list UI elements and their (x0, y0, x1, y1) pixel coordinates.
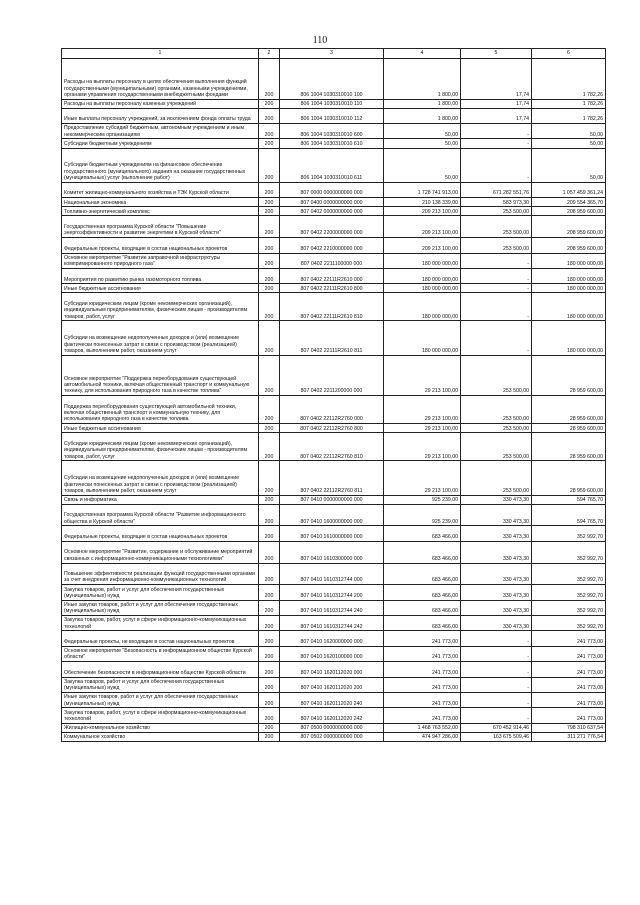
row-value-executed: 330 473,30 (461, 585, 532, 600)
row-name: Расходы на выплаты персоналу казенных учреждений (62, 99, 259, 108)
row-value-executed: - (461, 631, 532, 646)
row-value-executed: 330 473,30 (461, 526, 532, 541)
row-code: 807 0402 22111R2610 000 (280, 268, 384, 283)
table-row (62, 662, 606, 677)
row-col2: 200 (259, 396, 280, 424)
row-name: Предоставление субсидий бюджетным, автономным учреждениям и иным некоммерческим организациям (62, 124, 259, 139)
row-name: Обеспечение безопасности в информационном обществе Курской области (62, 662, 259, 677)
row-value-executed: 253 500,00 (461, 433, 532, 461)
row-value-executed: 330 473,30 (461, 600, 532, 615)
table-row (62, 108, 606, 123)
table-row (62, 355, 606, 396)
row-col2: 200 (259, 268, 280, 283)
row-name: Расходы на выплаты персоналу в целях обеспечения выполнения функций государственными (муниципальными) органами, казенными учреждениями, органами управления государственными внебюджетными фондами (62, 59, 259, 100)
table-row (62, 677, 606, 692)
table-row (62, 396, 606, 424)
row-value-executed: - (461, 708, 532, 723)
row-value-executed: 17,74 (461, 99, 532, 108)
row-value-remaining: 241 773,00 (532, 631, 606, 646)
table-row (62, 692, 606, 707)
row-name: Связь и информатика (62, 495, 259, 504)
row-code: 807 0410 1610300000 000 (280, 541, 384, 563)
row-value-remaining: 594 765,70 (532, 504, 606, 526)
row-value-remaining: 208 959 600,00 (532, 216, 606, 238)
table-row (62, 504, 606, 526)
row-value-plan: 29 213 100,00 (384, 396, 461, 424)
row-value-executed: - (461, 124, 532, 139)
row-col2: 200 (259, 723, 280, 732)
row-value-executed: 330 473,30 (461, 563, 532, 585)
row-code: 807 0402 2211100000 000 (280, 253, 384, 268)
row-value-plan: 1 728 741 913,00 (384, 182, 461, 197)
row-value-remaining: 594 765,70 (532, 495, 606, 504)
row-name: Комитет жилищно-коммунального хозяйства и ТЭК Курской области (62, 182, 259, 197)
row-code: 807 0410 1610312744 240 (280, 600, 384, 615)
row-value-plan: 241 773,00 (384, 708, 461, 723)
row-value-plan: 209 213 100,00 (384, 207, 461, 216)
table-row (62, 646, 606, 661)
row-value-plan: 29 213 100,00 (384, 461, 461, 495)
table-row (62, 148, 606, 182)
row-col2: 200 (259, 182, 280, 197)
row-value-executed: - (461, 284, 532, 293)
row-value-executed: 330 473,30 (461, 495, 532, 504)
row-value-plan: 241 773,00 (384, 677, 461, 692)
row-value-remaining: 311 271 776,54 (532, 732, 606, 741)
row-value-executed: 253 500,00 (461, 207, 532, 216)
row-col2: 200 (259, 495, 280, 504)
table-row (62, 631, 606, 646)
row-name: Закупка товаров, работ, услуг в сфере информационно-коммуникационных технологий (62, 616, 259, 631)
row-value-plan: 683 466,00 (384, 541, 461, 563)
row-value-remaining: 352 992,70 (532, 563, 606, 585)
row-value-plan: 209 213 100,00 (384, 238, 461, 253)
row-value-plan: 683 466,00 (384, 600, 461, 615)
row-value-plan: 29 213 100,00 (384, 355, 461, 396)
row-value-executed: - (461, 321, 532, 355)
row-name: Субсидии юридическим лицам (кроме некоммерческих организаций), индивидуальным предпринимателям, физическим лицам - производителям товаров, работ, услуг (62, 433, 259, 461)
row-code: 807 0410 1620100000 000 (280, 646, 384, 661)
table-row (62, 563, 606, 585)
row-code: 806 1004 1030310010 600 (280, 124, 384, 139)
row-col2: 200 (259, 148, 280, 182)
row-name: Жилищно-коммунальное хозяйство (62, 723, 259, 732)
row-value-plan: 683 466,00 (384, 585, 461, 600)
row-code: 807 0000 0000000000 000 (280, 182, 384, 197)
row-col2: 200 (259, 293, 280, 321)
row-value-plan: 925 239,00 (384, 495, 461, 504)
row-value-executed: - (461, 293, 532, 321)
column-header: 5 (461, 49, 532, 59)
row-code: 807 0410 1610312744 200 (280, 585, 384, 600)
row-name: Основное мероприятие "Поддержка переоборудования существующей автомобильной техники, включая общественный транспорт и коммунальную технику, для использования природного газа в качестве топлива" (62, 355, 259, 396)
row-col2: 200 (259, 692, 280, 707)
row-code: 807 0402 2200000000 000 (280, 216, 384, 238)
table-row (62, 207, 606, 216)
row-code: 807 0402 22111R2610 811 (280, 321, 384, 355)
row-value-plan: 241 773,00 (384, 646, 461, 661)
table-row (62, 216, 606, 238)
row-name: Иные бюджетные ассигнования (62, 424, 259, 433)
row-value-executed: 330 473,30 (461, 616, 532, 631)
row-name: Государственная программа Курской области "Развитие информационного общества в Курской области" (62, 504, 259, 526)
row-value-remaining: 241 773,00 (532, 662, 606, 677)
row-value-plan: 683 466,00 (384, 526, 461, 541)
table-row (62, 495, 606, 504)
row-value-plan: 1 800,00 (384, 108, 461, 123)
row-value-remaining: 1 782,26 (532, 59, 606, 100)
row-col2: 200 (259, 238, 280, 253)
row-value-executed: 671 282 551,76 (461, 182, 532, 197)
row-name: Национальная экономика (62, 198, 259, 207)
row-code: 807 0410 1620112020 242 (280, 708, 384, 723)
row-col2: 200 (259, 207, 280, 216)
table-header-row (62, 49, 606, 59)
row-value-remaining: 241 773,00 (532, 708, 606, 723)
table-row (62, 723, 606, 732)
row-col2: 200 (259, 355, 280, 396)
row-col2: 200 (259, 631, 280, 646)
row-value-executed: 17,74 (461, 59, 532, 100)
row-code: 807 0410 1620000000 000 (280, 631, 384, 646)
row-value-executed: - (461, 646, 532, 661)
table-row (62, 253, 606, 268)
row-name: Основное мероприятие "Развитие, содержание и обслуживание мероприятий связанных с информационно-коммуникационными технологиями" (62, 541, 259, 563)
row-value-plan: 474 947 286,00 (384, 732, 461, 741)
row-value-plan: 180 000 000,00 (384, 321, 461, 355)
row-col2: 200 (259, 461, 280, 495)
row-col2: 200 (259, 108, 280, 123)
row-value-remaining: 28 959 600,00 (532, 355, 606, 396)
table-row (62, 139, 606, 148)
row-value-remaining: 28 959 600,00 (532, 461, 606, 495)
row-name: Коммунальное хозяйство (62, 732, 259, 741)
row-name: Иные закупки товаров, работ и услуг для обеспечения государственных (муниципальных) нужд (62, 600, 259, 615)
row-value-remaining: 241 773,00 (532, 677, 606, 692)
row-value-remaining: 208 959 600,00 (532, 238, 606, 253)
row-value-plan: 29 213 100,00 (384, 433, 461, 461)
row-code: 806 1004 1030310010 110 (280, 99, 384, 108)
row-value-remaining: 208 959 600,00 (532, 207, 606, 216)
row-col2: 200 (259, 284, 280, 293)
row-value-remaining: 1 057 459 361,24 (532, 182, 606, 197)
row-col2: 200 (259, 563, 280, 585)
row-value-remaining: 352 992,70 (532, 585, 606, 600)
row-value-plan: 1 800,00 (384, 99, 461, 108)
row-col2: 200 (259, 585, 280, 600)
row-code: 807 0410 1610312744 000 (280, 563, 384, 585)
row-code: 806 1004 1030310010 610 (280, 139, 384, 148)
row-value-executed: - (461, 148, 532, 182)
table-row (62, 238, 606, 253)
row-value-remaining: 241 773,00 (532, 692, 606, 707)
row-col2: 200 (259, 732, 280, 741)
row-value-executed: 253 500,00 (461, 396, 532, 424)
row-value-plan: 241 773,00 (384, 662, 461, 677)
table-row (62, 284, 606, 293)
row-value-executed: 330 473,30 (461, 541, 532, 563)
column-header: 2 (259, 49, 280, 59)
row-col2: 200 (259, 526, 280, 541)
row-code: 807 0402 2210000000 000 (280, 238, 384, 253)
row-code: 807 0502 0000000000 000 (280, 732, 384, 741)
row-value-remaining: 180 000 000,00 (532, 253, 606, 268)
table-row (62, 268, 606, 283)
row-value-executed: - (461, 139, 532, 148)
row-value-remaining: 180 000 000,00 (532, 268, 606, 283)
row-col2: 200 (259, 708, 280, 723)
row-value-remaining: 50,00 (532, 124, 606, 139)
row-name: Государственная программа Курской области "Повышение энергоэффективности и развитие энергетики в Курской области" (62, 216, 259, 238)
row-value-remaining: 50,00 (532, 148, 606, 182)
table-row (62, 433, 606, 461)
row-code: 807 0500 0000000000 000 (280, 723, 384, 732)
row-value-plan: 241 773,00 (384, 631, 461, 646)
row-name: Закупка товаров, работ и услуг для обеспечения государственных (муниципальных) нужд (62, 585, 259, 600)
row-value-executed: - (461, 253, 532, 268)
row-col2: 200 (259, 677, 280, 692)
row-col2: 200 (259, 616, 280, 631)
row-value-remaining: 1 782,26 (532, 99, 606, 108)
row-col2: 200 (259, 541, 280, 563)
row-value-remaining: 28 959 600,00 (532, 433, 606, 461)
table-row (62, 461, 606, 495)
table-row (62, 59, 606, 100)
row-value-remaining: 241 773,00 (532, 646, 606, 661)
row-value-executed: - (461, 662, 532, 677)
table-row (62, 616, 606, 631)
row-code: 807 0402 0000000000 000 (280, 207, 384, 216)
row-value-plan: 209 213 100,00 (384, 216, 461, 238)
table-row (62, 708, 606, 723)
row-value-executed: - (461, 268, 532, 283)
row-value-remaining: 28 959 600,00 (532, 396, 606, 424)
row-code: 807 0402 22112R2760 000 (280, 396, 384, 424)
row-name: Иные закупки товаров, работ и услуг для обеспечения государственных (муниципальных) нужд (62, 692, 259, 707)
row-col2: 200 (259, 124, 280, 139)
row-code: 807 0410 1610312744 242 (280, 616, 384, 631)
row-value-executed: 253 500,00 (461, 461, 532, 495)
row-code: 807 0410 1620112020 200 (280, 677, 384, 692)
row-code: 807 0410 1620112020 000 (280, 662, 384, 677)
row-value-remaining: 352 992,70 (532, 600, 606, 615)
row-code: 807 0410 1600000000 000 (280, 504, 384, 526)
column-header: 4 (384, 49, 461, 59)
row-code: 807 0410 1620112020 240 (280, 692, 384, 707)
table-row (62, 182, 606, 197)
row-code: 807 0402 22111R2610 800 (280, 284, 384, 293)
table-row (62, 585, 606, 600)
row-value-remaining: 28 959 600,00 (532, 424, 606, 433)
row-code: 807 0402 22112R2760 810 (280, 433, 384, 461)
budget-table (61, 48, 606, 742)
row-code: 807 0402 2211200000 000 (280, 355, 384, 396)
row-code: 807 0400 0000000000 000 (280, 198, 384, 207)
row-value-executed: 163 675 509,46 (461, 732, 532, 741)
page-number: 110 (312, 35, 328, 46)
row-col2: 200 (259, 424, 280, 433)
row-col2: 200 (259, 646, 280, 661)
row-value-plan: 50,00 (384, 139, 461, 148)
row-value-remaining: 798 310 637,54 (532, 723, 606, 732)
row-name: Иные бюджетные ассигнования (62, 284, 259, 293)
row-col2: 200 (259, 216, 280, 238)
table-row (62, 541, 606, 563)
row-value-plan: 180 000 000,00 (384, 268, 461, 283)
row-value-executed: 670 452 914,46 (461, 723, 532, 732)
row-value-executed: 583 973,30 (461, 198, 532, 207)
column-header: 3 (280, 49, 384, 59)
row-code: 806 1004 1030310010 611 (280, 148, 384, 182)
row-col2: 200 (259, 99, 280, 108)
row-name: Мероприятия по развитию рынка газомоторного топлива (62, 268, 259, 283)
row-name: Закупка товаров, работ и услуг для обеспечения государственных (муниципальных) нужд (62, 677, 259, 692)
row-value-plan: 683 466,00 (384, 616, 461, 631)
row-value-plan: 1 468 763 552,00 (384, 723, 461, 732)
row-col2: 200 (259, 504, 280, 526)
table-row (62, 321, 606, 355)
row-value-plan: 29 213 100,00 (384, 424, 461, 433)
row-name: Субсидии на возмещение недополученных доходов и (или) возмещение фактически понесенных затрат в связи с производством (реализацией) товаров, выполнением работ, оказанием услуг (62, 321, 259, 355)
row-name: Основное мероприятие "Развитие заправочной инфраструктуры компримированного природного газа" (62, 253, 259, 268)
column-header: 1 (62, 49, 259, 59)
table-row (62, 600, 606, 615)
row-col2: 200 (259, 433, 280, 461)
row-code: 806 1004 1030310010 112 (280, 108, 384, 123)
table-row (62, 99, 606, 108)
row-value-executed: - (461, 677, 532, 692)
row-value-executed: 253 500,00 (461, 216, 532, 238)
row-value-plan: 683 466,00 (384, 563, 461, 585)
table-row (62, 124, 606, 139)
row-value-plan: 180 000 000,00 (384, 284, 461, 293)
row-value-plan: 50,00 (384, 148, 461, 182)
row-name: Закупка товаров, работ, услуг в сфере информационно-коммуникационных технологий (62, 708, 259, 723)
row-value-remaining: 180 000 000,00 (532, 293, 606, 321)
row-name: Субсидии бюджетным учреждениям (62, 139, 259, 148)
row-value-remaining: 1 782,26 (532, 108, 606, 123)
row-col2: 200 (259, 600, 280, 615)
row-name: Субсидии на возмещение недополученных доходов и (или) возмещение фактически понесенных затрат в связи с производством (реализацией) товаров, выполнением работ, оказанием услуг (62, 461, 259, 495)
row-code: 807 0402 22111R2610 810 (280, 293, 384, 321)
row-name: Субсидии юридическим лицам (кроме некоммерческих организаций), индивидуальным предпринимателям, физическим лицам - производителям товаров, работ, услуг (62, 293, 259, 321)
row-col2: 200 (259, 139, 280, 148)
row-name: Федеральные проекты, не входящие в состав национальных проектов (62, 631, 259, 646)
row-code: 807 0410 0000000000 000 (280, 495, 384, 504)
row-value-remaining: 352 992,70 (532, 541, 606, 563)
table-row (62, 526, 606, 541)
row-col2: 200 (259, 321, 280, 355)
row-name: Основное мероприятие "Безопасность в информационном обществе Курской области" (62, 646, 259, 661)
column-header: 6 (532, 49, 606, 59)
row-col2: 200 (259, 59, 280, 100)
row-name: Повышение эффективности реализации функций государственными органами за счет внедрения информационно-коммуникационных технологий (62, 563, 259, 585)
table-row (62, 198, 606, 207)
row-value-plan: 925 239,00 (384, 504, 461, 526)
row-value-plan: 1 800,00 (384, 59, 461, 100)
row-value-remaining: 180 000 000,00 (532, 321, 606, 355)
table-row (62, 424, 606, 433)
row-value-plan: 180 000 000,00 (384, 293, 461, 321)
row-value-plan: 210 138 339,00 (384, 198, 461, 207)
row-name: Субсидии бюджетным учреждениям на финансовое обеспечение государственного (муниципального) задания на оказание государственных (муниципальных) услуг (выполнение работ) (62, 148, 259, 182)
row-name: Федеральные проекты, входящие в состав национальных проектов (62, 238, 259, 253)
row-value-plan: 241 773,00 (384, 692, 461, 707)
row-value-executed: 330 473,30 (461, 504, 532, 526)
row-value-executed: 253 500,00 (461, 424, 532, 433)
row-value-plan: 50,00 (384, 124, 461, 139)
row-value-plan: 180 000 000,00 (384, 253, 461, 268)
row-code: 807 0402 22112R2760 811 (280, 461, 384, 495)
row-value-remaining: 180 000 000,00 (532, 284, 606, 293)
row-value-executed: 253 500,00 (461, 238, 532, 253)
row-name: Федеральные проекты, входящие в состав национальных проектов (62, 526, 259, 541)
table-row (62, 293, 606, 321)
row-col2: 200 (259, 198, 280, 207)
row-value-remaining: 50,00 (532, 139, 606, 148)
table-body (62, 59, 606, 742)
row-value-executed: - (461, 692, 532, 707)
row-code: 806 1004 1030310010 100 (280, 59, 384, 100)
row-value-remaining: 352 992,70 (532, 616, 606, 631)
row-col2: 200 (259, 253, 280, 268)
row-value-executed: 17,74 (461, 108, 532, 123)
row-col2: 200 (259, 662, 280, 677)
row-name: Поддержка переоборудования существующей автомобильной техники, включая общественный транспорт и коммунальную технику, для использования природного газа в качестве топлива (62, 396, 259, 424)
row-value-remaining: 209 554 365,70 (532, 198, 606, 207)
row-code: 807 0410 1610000000 000 (280, 526, 384, 541)
table-row (62, 732, 606, 741)
row-value-executed: 253 500,00 (461, 355, 532, 396)
row-value-remaining: 352 992,70 (532, 526, 606, 541)
row-code: 807 0402 22112R2760 800 (280, 424, 384, 433)
row-name: Иные выплаты персоналу учреждений, за исключением фонда оплаты труда (62, 108, 259, 123)
row-name: Топливно-энергетический комплекс (62, 207, 259, 216)
